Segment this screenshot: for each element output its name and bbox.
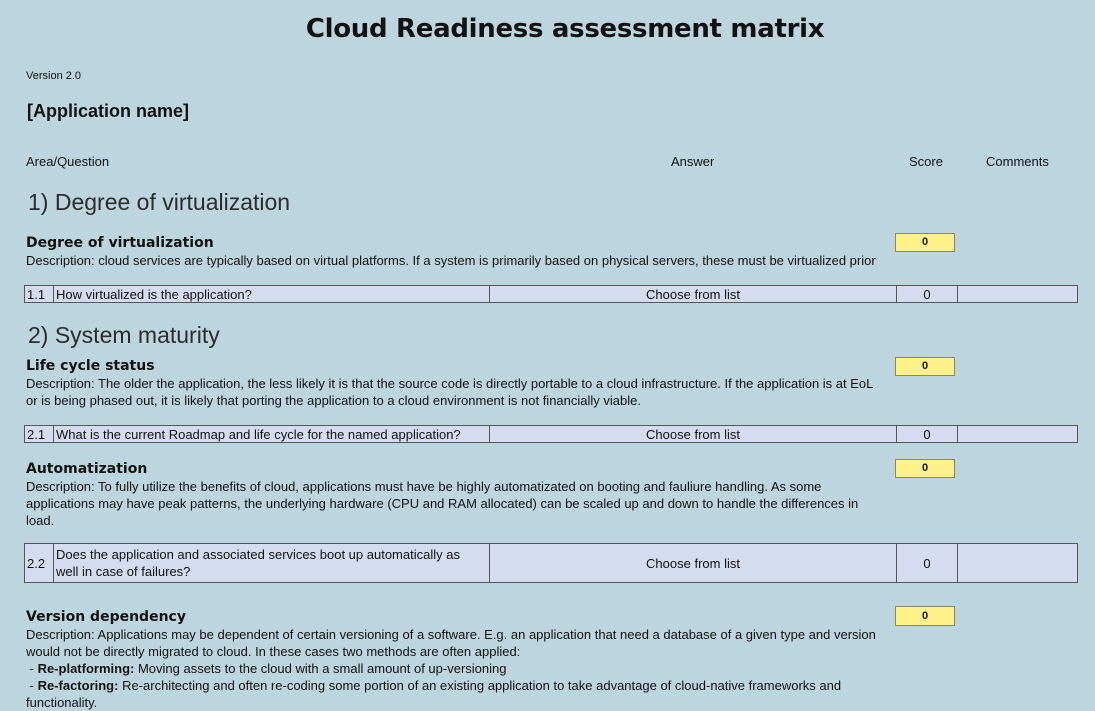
answer-dropdown[interactable]: Choose from list — [490, 544, 897, 582]
column-header-area: Area/Question — [26, 154, 110, 169]
question-number: 2.2 — [25, 544, 54, 582]
question-text: How virtualized is the application? — [54, 286, 490, 302]
answer-dropdown[interactable]: Choose from list — [490, 426, 897, 442]
comment-field[interactable] — [958, 544, 1077, 582]
method-text: Re-architecting and often re-coding some portion of an existing application to take advantage of cloud-native frameworks and — [118, 678, 842, 693]
comment-field[interactable] — [958, 286, 1077, 302]
area-title: Version dependency — [26, 609, 186, 625]
column-header-answer: Answer — [671, 154, 715, 169]
version-label: Version 2.0 — [26, 70, 82, 82]
question-score: 0 — [897, 544, 958, 582]
question-number: 1.1 — [25, 286, 54, 302]
answer-dropdown[interactable]: Choose from list — [490, 286, 897, 302]
area-description: Description: To fully utilize the benefits of cloud, applications must have be highly automatizated on booting and fauliure handling. As some applications may have peak patterns, the underlying hardware (CPU and RAM allocated) can be scaled up and down to handle the differences in load. — [26, 479, 859, 528]
method-text: Moving assets to the cloud with a small amount of up-versioning — [134, 661, 507, 676]
page-title: Cloud Readiness assessment matrix — [305, 14, 825, 44]
question-row — [24, 285, 1078, 303]
method-item: - Re-platforming: Moving assets to the cloud with a small amount of up-versioning — [26, 661, 507, 676]
application-name[interactable]: [Application name] — [27, 101, 190, 121]
area-title: Life cycle status — [26, 358, 155, 374]
question-text: Does the application and associated services boot up automatically as well in case of failures? — [54, 544, 490, 582]
method-name: Re-factoring: — [37, 678, 119, 693]
area-title: Degree of virtualization — [26, 235, 214, 251]
question-score: 0 — [897, 286, 958, 302]
section-heading: 1) Degree of virtualization — [28, 189, 291, 215]
area-description: Description: The older the application, the less likely it is that the source code is directly portable to a cloud infrastructure. If the application is at EoL or is being phased out, it is likely that porting the application to a cloud environment is not financially viable. — [26, 376, 874, 408]
comment-field[interactable] — [958, 426, 1077, 442]
method-name: Re-platforming: — [37, 661, 135, 676]
question-number: 2.1 — [25, 426, 54, 442]
area-title: Automatization — [26, 461, 148, 477]
area-description: Description: Applications may be dependent of certain versioning of a software. E.g. an application that need a database of a given type and version would not be directly migrated to cloud. In these cases two methods are often applied: - Re-platforming: Moving assets to the cloud with a small amount of up-versioning - Re-factoring: Re-architecting and often re-coding some portion of an existing application to take advantage of cloud-native frameworks and functionality. — [26, 626, 894, 711]
question-score: 0 — [897, 426, 958, 442]
area-score: 0 — [895, 357, 955, 376]
question-row — [24, 543, 1078, 583]
question-row — [24, 425, 1078, 443]
column-header-score: Score — [909, 154, 943, 169]
section-heading: 2) System maturity — [28, 322, 220, 348]
area-description: Description: cloud services are typically based on virtual platforms. If a system is primarily based on physical servers, these must be virtualized prior — [26, 253, 876, 268]
method-item: - Re-factoring: Re-architecting and often re-coding some portion of an existing application to take advantage of cloud-native frameworks and — [26, 678, 842, 693]
area-score: 0 — [895, 233, 955, 252]
area-score: 0 — [895, 459, 955, 478]
column-header-comments: Comments — [986, 154, 1049, 169]
area-score: 0 — [895, 606, 955, 626]
question-text: What is the current Roadmap and life cycle for the named application? — [54, 426, 490, 442]
